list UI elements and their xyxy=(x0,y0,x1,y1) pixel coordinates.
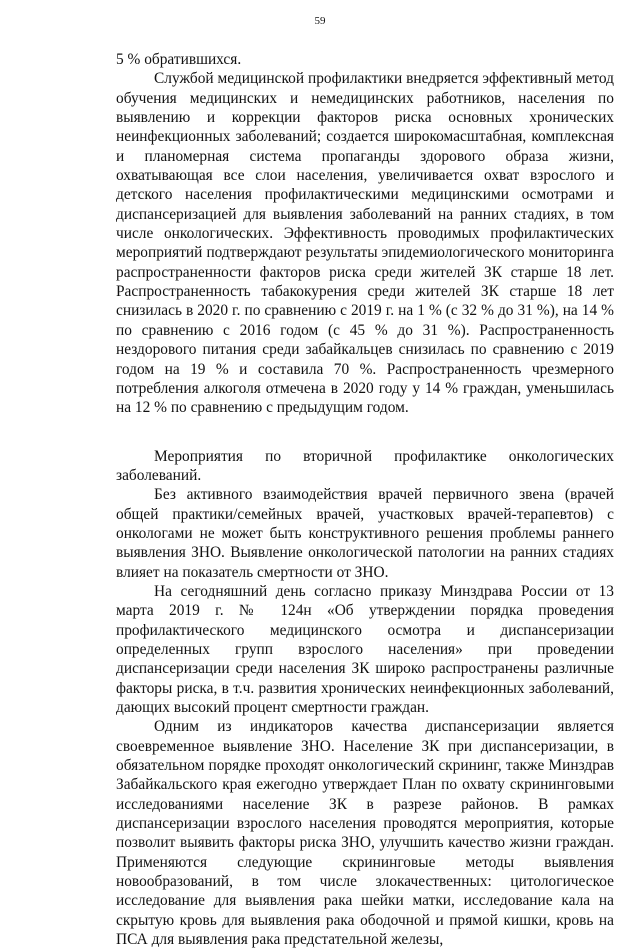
section-spacer xyxy=(116,418,614,447)
document-body xyxy=(116,50,614,949)
paragraph-prevention-service: Службой медицинской профилактики внедряется эффективный метод обучения медицинских и немедицинских работников, населения по выявлению и коррекции факторов риска основных хронических неинфекционных заболеваний; создается широкомасштабная, комплексная и планомерная система пропаганды здорового образа жизни, охватывающая все слои населения, увеличивается охват взрослого и детского населения профилактическими медицинскими осмотрами и диспансеризацией для выявления заболеваний на ранних стадиях, в том числе онкологических. Эффективность проводимых профилактических мероприятий подтверждают результаты эпидемиологического мониторинга распространенности факторов риска среди жителей ЗК старше 18 лет. Распространенность табакокурения среди жителей ЗК старше 18 лет снизилась в 2020 г. по сравнению с 2019 г. на 1 % (с 32 % до 31 %), на 14 % по сравнению с 2016 годом (с 45 % до 31 %). Распространенность нездорового питания среди забайкальцев снизилась по сравнению с 2019 годом на 19 % и составила 70 %. Распространенность чрезмерного потребления алкоголя отмечена в 2020 году у 14 % граждан, уменьшилась на 12 % по сравнению с предыдущим годом. xyxy=(116,70,614,417)
section-heading-secondary-prevention: Мероприятия по вторичной профилактике онкологических заболеваний. xyxy=(116,447,614,484)
page-number: 59 xyxy=(314,15,326,27)
paragraph-continuation: 5 % обратившихся. xyxy=(116,51,242,68)
paragraph-primary-care-interaction: Без активного взаимодействия врачей первичного звена (врачей общей практики/семейных врачей, участковых врачей-терапевтов) с онкологами не может быть конструктивного решения проблемы раннего выявления ЗНО. Выявление онкологической патологии на ранних стадиях влияет на показатель смертности от ЗНО. xyxy=(116,486,614,581)
paragraph-screening-indicators: Одним из индикаторов качества диспансеризации является своевременное выявление ЗНО. Население ЗК при диспансеризации, в обязательном порядке проходят онкологический скрининг, также Минздрав Забайкальского края ежегодно утверждает План по охвату скрининговыми исследованиями население ЗК в разрезе районов. В рамках диспансеризации взрослого населения проводятся мероприятия, которые позволит выявить факторы риска ЗНО, улучшить качество жизни граждан. Применяются следующие скрининговые методы выявления новообразований, в том числе злокачественных: цитологическое исследование для выявления рака шейки матки, исследование кала на скрытую кровь для выявления рака ободочной и прямой кишки, кровь на ПСА для выявления рака предстательной железы, xyxy=(116,718,614,949)
paragraph-ministry-order: На сегодняшний день согласно приказу Минздрава России от 13 марта 2019 г. № 124н «Об утверждении порядка проведения профилактического медицинского осмотра и диспансеризации определенных групп взрослого населения» при проведении диспансеризации среди населения ЗК широко распространены различные факторы риска, в т.ч. развития хронических неинфекционных заболеваний, дающих высокий процент смертности граждан. xyxy=(116,582,614,716)
